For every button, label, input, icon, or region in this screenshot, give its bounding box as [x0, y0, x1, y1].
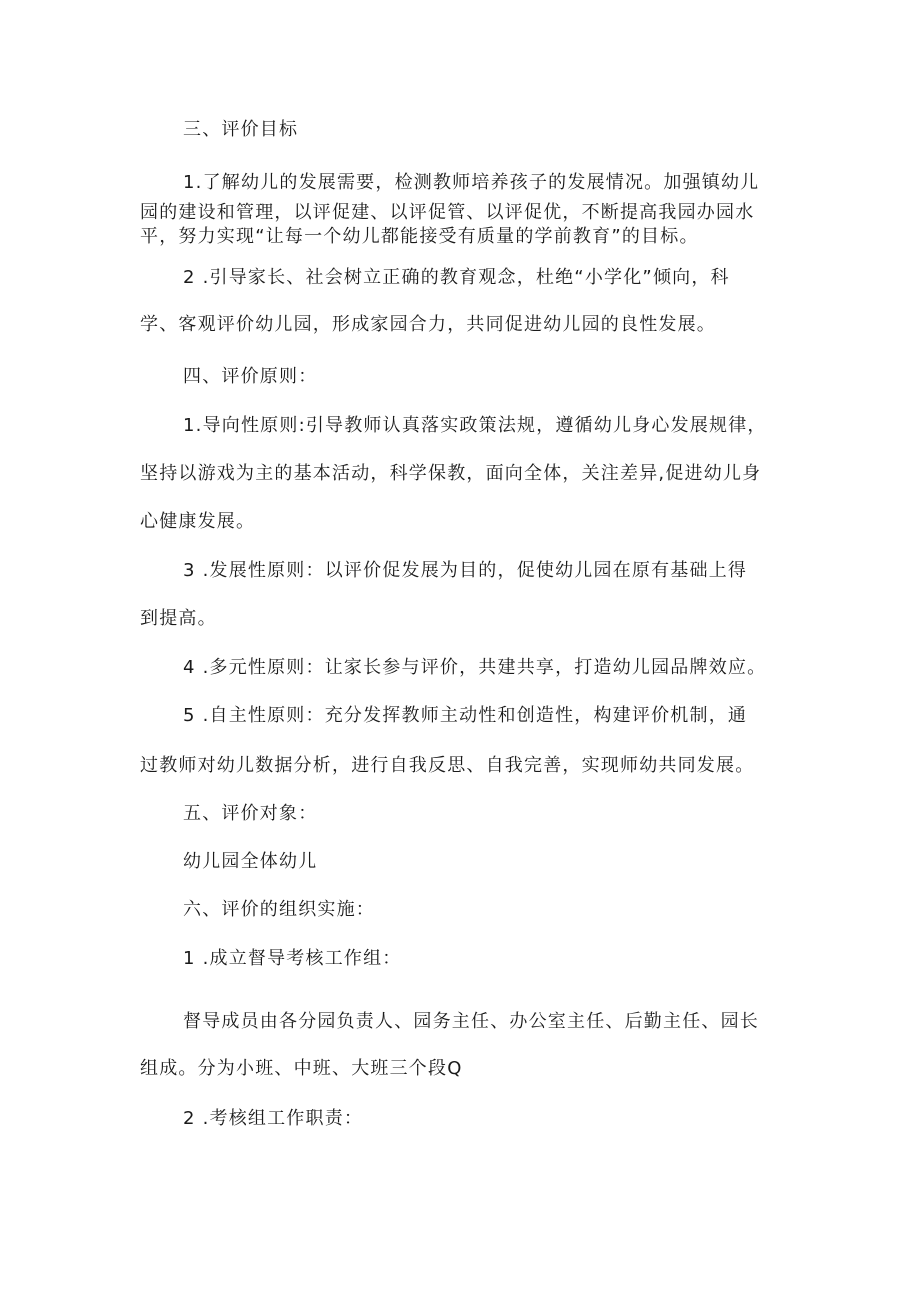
paragraph-3-2-line-2: 学、客观评价幼儿园，形成家园合力，共同促进幼儿园的良性发展。: [140, 314, 716, 335]
paragraph-4-5-line-1: 5 .自主性原则：充分发挥教师主动性和创造性，构建评价机制，通: [183, 705, 748, 726]
paragraph-6-1b-line-1: 督导成员由各分园负责人、园务主任、办公室主任、后勤主任、园长: [183, 1011, 759, 1032]
paragraph-4-1-line-1: 1.导向性原则:引导教师认真落实政策法规，遵循幼儿身心发展规律，: [183, 415, 767, 436]
paragraph-3-2-line-1: 2 .引导家长、社会树立正确的教育观念，杜绝“小学化”倾向，科: [183, 267, 730, 288]
paragraph-4-5-line-2: 过教师对幼儿数据分析，进行自我反思、自我完善，实现师幼共同发展。: [140, 755, 755, 776]
paragraph-3-1-line-1: 1.了解幼儿的发展需要，检测教师培养孩子的发展情况。加强镇幼儿: [183, 172, 760, 193]
paragraph-6-1b-line-2: 组成。分为小班、中班、大班三个段Q: [140, 1058, 463, 1079]
paragraph-3-1-line-3: 平，努力实现“让每一个幼儿都能接受有质量的学前教育”的目标。: [140, 226, 699, 247]
paragraph-6-1-line-1: 1 .成立督导考核工作组：: [183, 948, 402, 969]
heading-section-5: 五、评价对象：: [183, 803, 318, 824]
paragraph-4-4-line-1: 4 .多元性原则：让家长参与评价，共建共享，打造幼儿园品牌效应。: [183, 657, 767, 678]
heading-section-3: 三、评价目标: [183, 119, 299, 140]
paragraph-4-1-line-2: 坚持以游戏为主的基本活动，科学保教，面向全体，关注差异,促进幼儿身: [140, 463, 762, 484]
heading-section-6: 六、评价的组织实施：: [183, 899, 375, 920]
paragraph-3-1-line-2: 园的建设和管理，以评促建、以评促管、以评促优，不断提高我园办园水: [140, 202, 755, 223]
paragraph-5-line-1: 幼儿园全体幼儿: [183, 851, 318, 872]
paragraph-4-3-line-2: 到提高。: [140, 608, 217, 629]
paragraph-4-3-line-1: 3 .发展性原则：以评价促发展为目的，促使幼儿园在原有基础上得: [183, 560, 748, 581]
paragraph-4-1-line-3: 心健康发展。: [140, 511, 256, 532]
heading-section-4: 四、评价原则：: [183, 366, 318, 387]
paragraph-6-2-line-1: 2 .考核组工作职责：: [183, 1108, 364, 1129]
